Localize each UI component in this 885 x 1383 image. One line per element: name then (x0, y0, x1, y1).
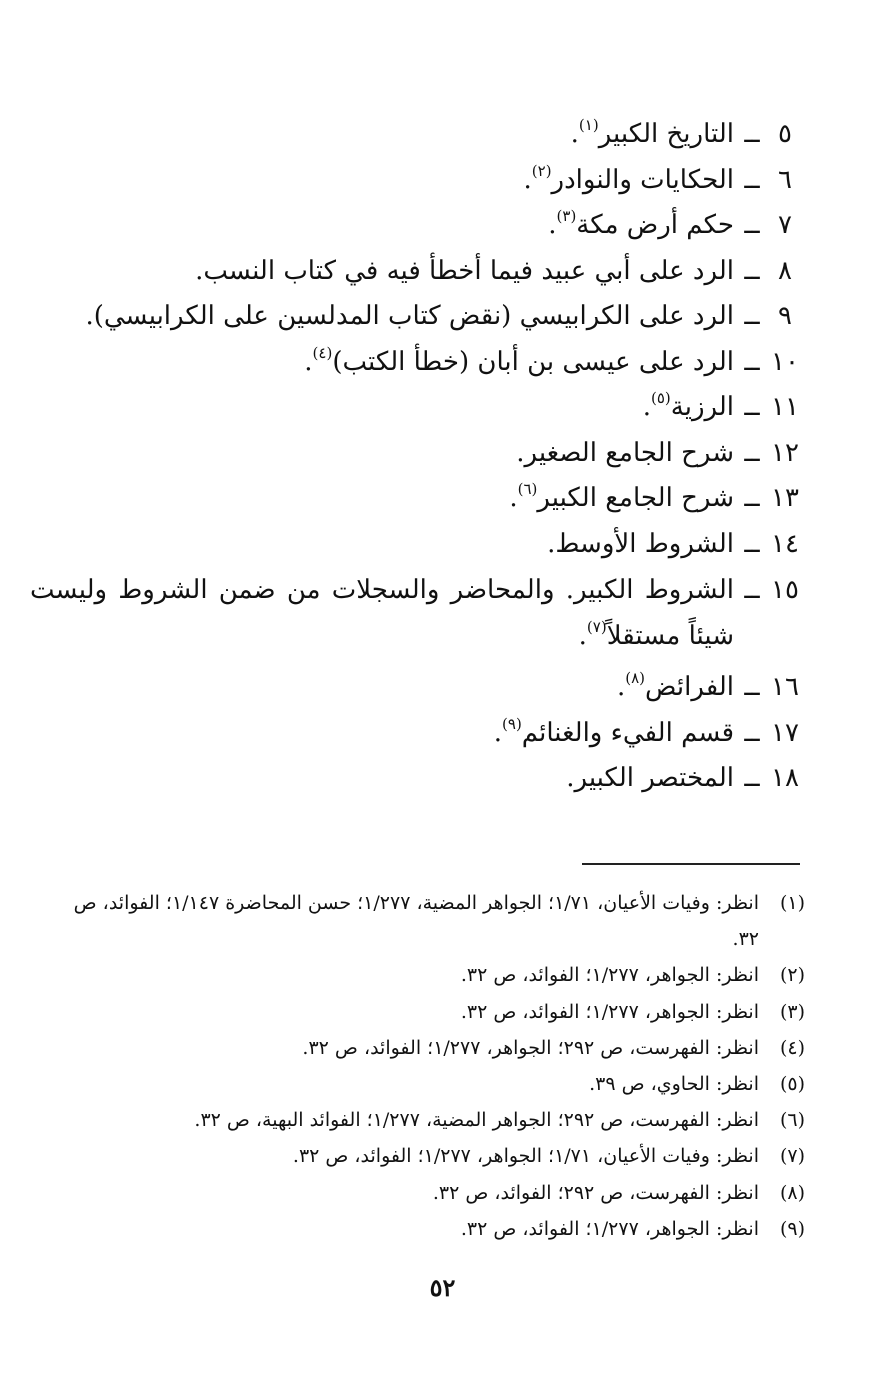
item-number: ١٦ (771, 672, 799, 702)
footnote-ref: (٤) (312, 343, 333, 362)
footnote (45, 994, 805, 1030)
footnote-ref: (٧) (586, 618, 607, 636)
list-item (30, 756, 800, 802)
item-end: . (616, 672, 626, 702)
footnote-number: (٥) (779, 1073, 805, 1096)
footnote-text: انظر: الفهرست، ص ٢٩٢؛ الجواهر المضية، ١/٢٧٧؛ الفوائد البهية، ص ٣٢. (194, 1109, 759, 1132)
item-number: ٧ (778, 210, 792, 240)
footnote-number: (٦) (779, 1109, 805, 1132)
item-number: ١١ (771, 392, 799, 422)
item-title: الفرائض (645, 672, 734, 702)
item-dash: ــ (744, 717, 760, 748)
footnote-text: انظر: الجواهر، ١/٢٧٧؛ الفوائد، ص ٣٢. (460, 964, 759, 987)
item-end: . (509, 483, 518, 513)
item-title: شرح الجامع الكبير (537, 483, 734, 513)
page-number: ٥٢ (429, 1273, 456, 1302)
list-item (30, 249, 800, 295)
item-end: . (195, 255, 204, 286)
footnote (45, 1102, 805, 1138)
footnote-number: (٨) (779, 1181, 805, 1204)
item-end: . (570, 119, 579, 149)
footnote-number: (٧) (779, 1145, 805, 1168)
footnote-ref: (٩) (502, 714, 522, 733)
item-title: التاريخ الكبير (598, 119, 734, 149)
item-dash: ــ (744, 346, 760, 377)
footnote-text: انظر: الحاوي، ص ٣٩. (589, 1073, 759, 1096)
footnote-number: (٣) (779, 1000, 805, 1023)
footnote-number: (٢) (779, 964, 805, 987)
item-dash: ــ (744, 301, 760, 331)
footnote (45, 1175, 805, 1211)
item-end: . (85, 301, 94, 331)
works-list (30, 112, 800, 802)
item-number: ١٤ (771, 528, 799, 559)
list-item (30, 112, 800, 158)
footnote-text: انظر: وفيات الأعيان، ١/٧١؛ الجواهر، ١/٢٧٧؛ الفوائد، ص ٣٢. (292, 1145, 759, 1168)
list-item (30, 385, 800, 431)
footnote-ref: (٨) (625, 669, 646, 687)
item-dash: ــ (744, 528, 760, 559)
item-dash: ــ (744, 255, 760, 286)
item-number: ١٢ (771, 437, 799, 468)
item-end: . (493, 717, 503, 748)
item-title: قسم الفيء والغنائم (521, 717, 734, 748)
footnote-text: انظر: وفيات الأعيان، ١/٧١؛ الجواهر المضية، ١/٢٧٧؛ حسن المحاضرة ١/١٤٧؛ الفوائد، ص ٣٢. (73, 892, 759, 951)
footnote-text: انظر: الجواهر، ١/٢٧٧؛ الفوائد، ص ٣٢. (460, 1000, 759, 1023)
item-end: . (642, 392, 651, 422)
footnote-text: انظر: الفهرست، ص ٢٩٢؛ الجواهر، ١/٢٧٧؛ الفوائد، ص ٣٢. (302, 1036, 759, 1059)
item-dash: ــ (744, 119, 760, 149)
list-item (30, 711, 800, 757)
item-dash: ــ (744, 672, 760, 702)
footnote-ref: (٥) (650, 389, 671, 407)
item-end: . (523, 164, 532, 195)
list-item (30, 158, 800, 204)
footnote-text: انظر: الفهرست، ص ٢٩٢؛ الفوائد، ص ٣٢. (432, 1181, 759, 1204)
item-dash: ــ (744, 392, 760, 422)
item-number: ١٨ (771, 763, 799, 793)
list-item (30, 567, 800, 659)
item-title: الحكايات والنوادر (551, 164, 734, 195)
footnote-separator (582, 863, 800, 865)
footnote (45, 1211, 805, 1247)
item-end: . (548, 210, 557, 240)
list-item (30, 522, 800, 568)
item-dash: ــ (744, 437, 760, 468)
item-title: الرد على أبي عبيد فيما أخطأ فيه في كتاب النسب (203, 255, 734, 286)
footnote-ref: (٣) (556, 207, 577, 225)
item-end: . (578, 621, 587, 651)
item-dash: ــ (744, 763, 760, 793)
footnote (45, 1030, 805, 1066)
footnote-number: (١) (779, 892, 805, 914)
list-item (30, 294, 800, 340)
item-number: ٥ (778, 119, 792, 149)
item-number: ١٥ (771, 575, 799, 605)
item-title: الرزية (670, 392, 734, 422)
footnote-ref: (٢) (531, 161, 552, 180)
item-number: ٦ (778, 164, 792, 195)
list-item (30, 431, 800, 477)
footnote-number: (٤) (779, 1036, 805, 1059)
item-dash: ــ (744, 483, 760, 513)
item-dash: ــ (744, 164, 760, 195)
item-end: . (516, 437, 525, 468)
footnote-ref: (٦) (517, 480, 538, 498)
item-end: . (304, 346, 313, 377)
list-item (30, 340, 800, 386)
footnote (45, 885, 805, 957)
footnotes (45, 885, 805, 1247)
item-number: ١٣ (771, 483, 799, 513)
item-title: الرد على الكرابيسي (نقض كتاب المدلسين على الكرابيسي) (93, 301, 734, 331)
footnote (45, 957, 805, 993)
footnote-text: انظر: الجواهر، ١/٢٧٧؛ الفوائد، ص ٣٢. (460, 1217, 759, 1240)
item-title: الرد على عيسى بن أبان (خطأ الكتب) (332, 346, 734, 377)
item-title: المختصر الكبير (574, 763, 734, 793)
item-number: ١٠ (771, 346, 799, 377)
list-item (30, 476, 800, 522)
item-dash: ــ (744, 575, 760, 605)
item-number: ١٧ (771, 717, 799, 748)
list-item (30, 665, 800, 711)
item-dash: ــ (744, 210, 760, 240)
item-number: ٩ (778, 301, 792, 331)
footnote-ref: (١) (578, 116, 599, 134)
item-title: الشروط الأوسط (555, 528, 734, 559)
item-title: شرح الجامع الصغير (524, 437, 734, 468)
item-title: الشروط الكبير. والمحاضر والسجلات من ضمن الشروط وليست شيئاً مستقلاً (30, 575, 734, 651)
footnote (45, 1138, 805, 1174)
footnote-number: (٩) (779, 1217, 805, 1240)
item-number: ٨ (778, 255, 792, 286)
item-title: حكم أرض مكة (576, 210, 734, 240)
footnote (45, 1066, 805, 1102)
list-item (30, 203, 800, 249)
item-end: . (566, 763, 575, 793)
item-end: . (547, 528, 556, 559)
